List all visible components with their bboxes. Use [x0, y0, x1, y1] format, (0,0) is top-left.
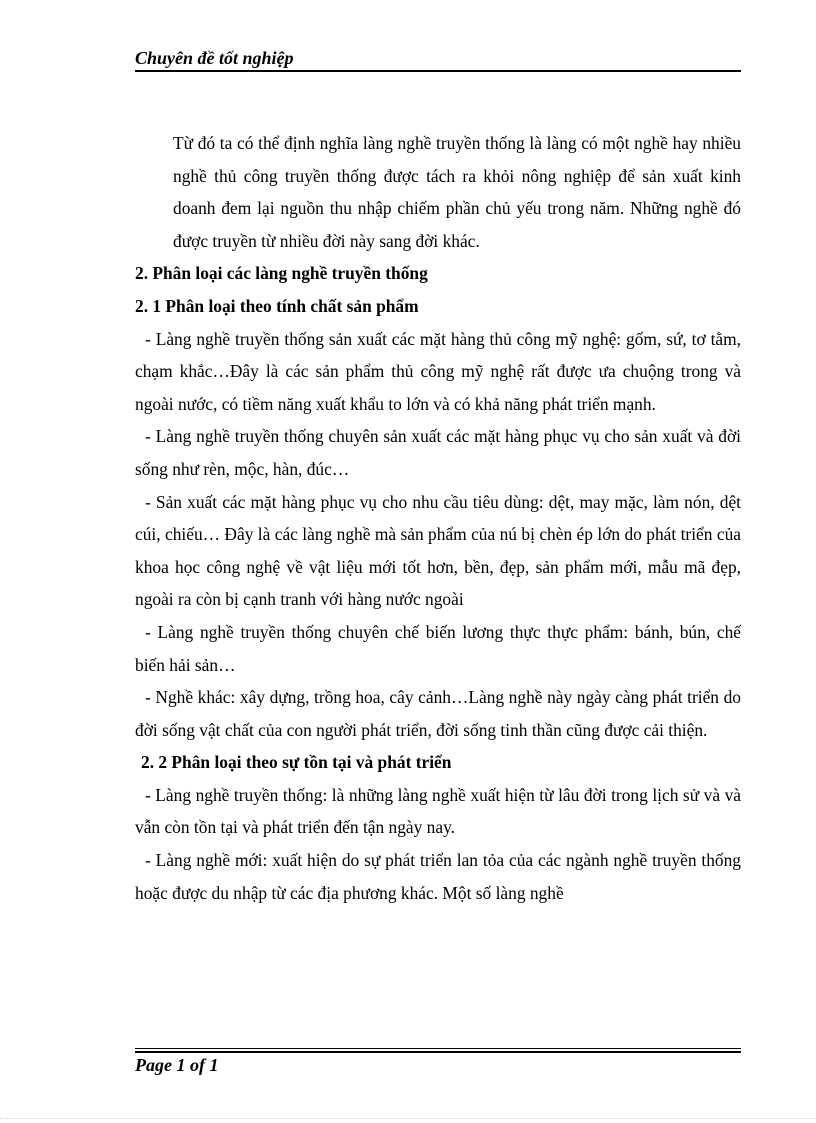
- footer-rule: [135, 1048, 741, 1049]
- list-item: - Làng nghề mới: xuất hiện do sự phát triển lan tỏa của các ngành nghề truyền thống hoặc được du nhập từ các địa phương khác. Một số làng nghề: [135, 850, 741, 903]
- list-item: - Làng nghề truyền thống chuyên sản xuất các mặt hàng phục vụ cho sản xuất và đời sống như rèn, mộc, hàn, đúc…: [135, 426, 741, 479]
- list-item: - Làng nghề truyền thống chuyên chế biến lương thực thực phẩm: bánh, bún, chế biến hải sản…: [135, 621, 741, 675]
- document-body: [135, 127, 741, 909]
- intro-paragraph: Từ đó ta có thể định nghĩa làng nghề truyền thống là làng có một nghề hay nhiều nghề thủ công truyền thống được tách ra khỏi nông nghiệp để sản xuất kinh doanh đem lại nguồn thu nhập chiếm phần chủ yếu trong năm. Những nghề đó được truyền từ nhiều đời này sang đời khác.: [173, 133, 741, 251]
- page-edge-divider: [0, 1118, 816, 1119]
- section-heading-2-1: 2. 1 Phân loại theo tính chất sản phẩm: [135, 295, 419, 316]
- list-item: - Sản xuất các mặt hàng phục vụ cho nhu cầu tiêu dùng: dệt, may mặc, làm nón, dệt cúi, chiếu… Đây là các làng nghề mà sản phẩm của nú bị chèn ép lớn do phát triển của khoa học công nghệ về vật liệu mới tốt hơn, bền, đẹp, sản phẩm mới, mẫu mã đẹp, ngoài ra còn bị cạnh tranh với hàng nước ngoài: [135, 491, 741, 610]
- page-number: Page 1 of 1: [135, 1055, 219, 1075]
- section-heading-2: 2. Phân loại các làng nghề truyền thống: [135, 263, 428, 284]
- footer-rule-thick: [135, 1051, 741, 1053]
- list-item: - Làng nghề truyền thống: là những làng nghề xuất hiện từ lâu đời trong lịch sử và và vẫn còn tồn tại và phát triển đến tận ngày nay.: [135, 784, 741, 838]
- list-item: - Nghề khác: xây dựng, trồng hoa, cây cảnh…Làng nghề này ngày càng phát triển do đời sống vật chất của con người phát triển, đời sống tinh thần cũng được cải thiện.: [135, 687, 741, 740]
- header-title: Chuyên đề tốt nghiệp: [135, 48, 294, 68]
- header-rule: [135, 70, 741, 72]
- list-item: - Làng nghề truyền thống sản xuất các mặt hàng thủ công mỹ nghệ: gốm, sứ, tơ tằm, chạm khắc…Đây là các sản phẩm thủ công mỹ nghệ rất được ưa chuộng trong và ngoài nước, có tiềm năng xuất khẩu to lớn và có khả năng phát triển mạnh.: [135, 328, 741, 414]
- section-heading-2-2: 2. 2 Phân loại theo sự tồn tại và phát triển: [141, 752, 452, 773]
